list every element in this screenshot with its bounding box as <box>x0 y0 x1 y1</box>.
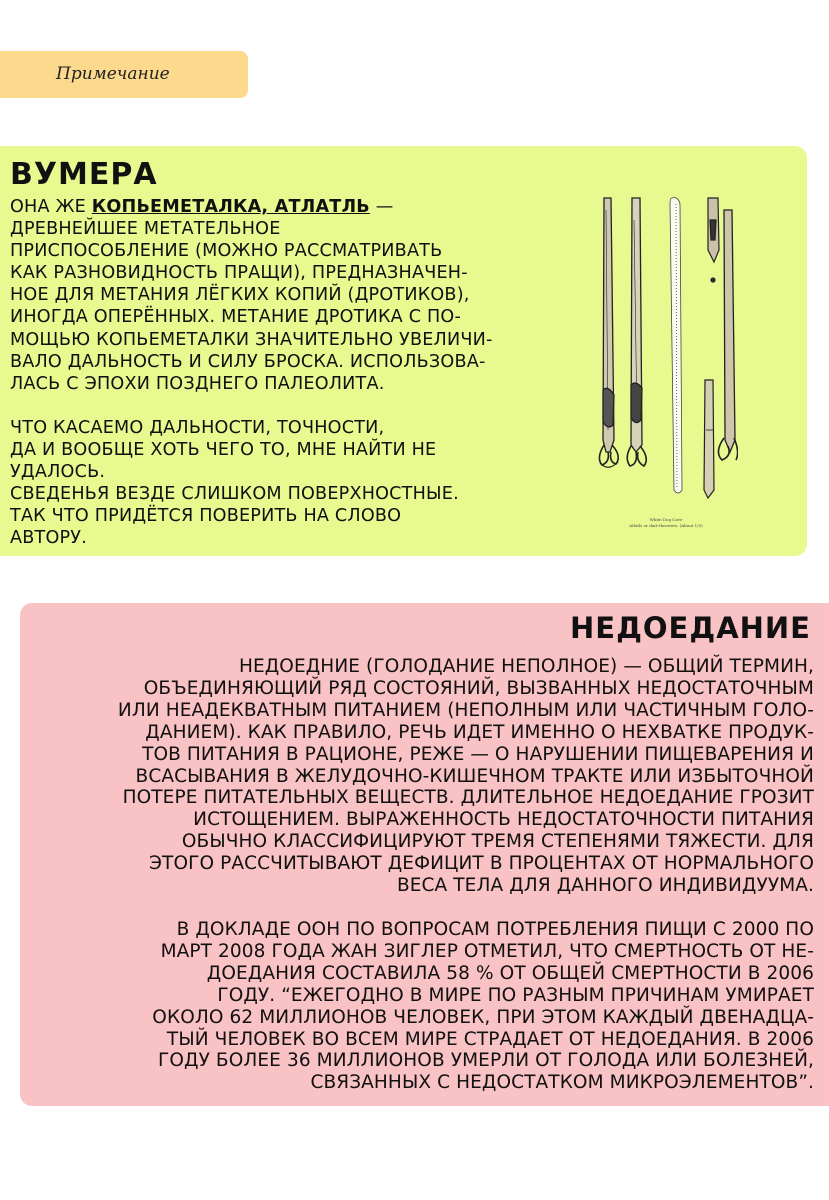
figure-caption-title: White Dog Cave <box>649 517 683 522</box>
atlatl-illustration <box>590 190 738 530</box>
atlatl-point <box>708 198 719 282</box>
woomera-text <box>10 196 585 549</box>
woomera-paragraph-2: ЧТО КАСАЕМО ДАЛЬНОСТИ, ТОЧНОСТИ, ДА И ВООБЩЕ ХОТЬ ЧЕГО ТО, МНЕ НАЙТИ НЕ УДАЛОСЬ. СВЕДЕНЬЯ ВЕЗДЕ СЛИШКОМ ПОВЕРХНОСТНЫЕ. ТАК ЧТО ПРИДЁТСЯ ПОВЕРИТЬ НА СЛОВО АВТОРУ. <box>10 417 459 549</box>
atlatl-stick-3 <box>670 198 682 493</box>
woomera-paragraph-1 <box>10 196 585 395</box>
intro-rest: — ДРЕВНЕЙШЕЕ МЕТАТЕЛЬНОЕ ПРИСПОСОБЛЕНИЕ (МОЖНО РАССМАТРИВАТЬ КАК РАЗНОВИДНОСТЬ ПРАЩИ), ПРЕДНАЗНАЧЕН- НОЕ ДЛЯ МЕТАНИЯ ЛЁГКИХ КОПИЙ (ДРОТИКОВ), ИНОГДА ОПЕРЁННЫХ. МЕТАНИЕ ДРОТИКА С ПО- МОЩЬЮ КОПЬЕМЕТАЛКИ ЗНАЧИТЕЛЬНО УВЕЛИЧИ- ВАЛО ДАЛЬНОСТЬ И СИЛУ БРОСКА. ИСПОЛЬЗОВА- ЛАСЬ С ЭПОХИ ПОЗДНЕГО ПАЛЕОЛИТА. <box>10 197 493 394</box>
malnutrition-title: НЕДОЕДАНИЕ <box>570 611 811 645</box>
malnutrition-text <box>26 656 814 1094</box>
intro-prefix: ОНА ЖЕ <box>10 197 92 217</box>
atlatl-stick-5 <box>704 380 714 498</box>
atlatl-stick-6 <box>718 210 737 460</box>
intro-term: КОПЬЕМЕТАЛКА, АТЛАТЛЬ <box>91 197 370 217</box>
malnutrition-paragraph-1: НЕДОЕДНИЕ (ГОЛОДАНИЕ НЕПОЛНОЕ) — ОБЩИЙ ТЕРМИН, ОБЪЕДИНЯЮЩИЙ РЯД СОСТОЯНИЙ, ВЫЗВАННЫХ НЕДОСТАТОЧНЫМ ИЛИ НЕАДЕКВАТНЫМ ПИТАНИЕМ (НЕПОЛНЫМ ИЛИ ЧАСТИЧНЫМ ГОЛО- ДАНИЕМ). КАК ПРАВИЛО, РЕЧЬ ИДЕТ ИМЕННО О НЕХВАТКЕ ПРОДУК- ТОВ ПИТАНИЯ В РАЦИОНЕ, РЕЖЕ — О НАРУШЕНИИ ПИЩЕВАРЕНИЯ И ВСАСЫВАНИЯ В ЖЕЛУДОЧНО-КИШЕЧНОМ ТРАКТЕ ИЛИ ИЗБЫТОЧНОЙ ПОТЕРЕ ПИТАТЕЛЬНЫХ ВЕЩЕСТВ. ДЛИТЕЛЬНОЕ НЕДОЕДАНИЕ ГРОЗИТ ИСТОЩЕНИЕМ. ВЫРАЖЕННОСТЬ НЕДОСТАТОЧНОСТИ ПИТАНИЯ ОБЫЧНО КЛАССИФИЦИРУЮТ ТРЕМЯ СТЕПЕНЯМИ ТЯЖЕСТИ. ДЛЯ ЭТОГО РАССЧИТЫВАЮТ ДЕФИЦИТ В ПРОЦЕНТАХ ОТ НОРМАЛЬНОГО ВЕСА ТЕЛА ДЛЯ ДАННОГО ИНДИВИДУУМА. <box>117 656 814 897</box>
malnutrition-paragraph-2: В ДОКЛАДЕ ООН ПО ВОПРОСАМ ПОТРЕБЛЕНИЯ ПИЩИ С 2000 ПО МАРТ 2008 ГОДА ЖАН ЗИГЛЕР ОТМЕТИЛ, ЧТО СМЕРТНОСТЬ ОТ НЕ- ДОЕДАНИЯ СОСТАВИЛА 58 % ОТ ОБЩЕЙ СМЕРТНОСТИ В 2006 ГОДУ. “ЕЖЕГОДНО В МИРЕ ПО РАЗНЫМ ПРИЧИНАМ УМИРАЕТ ОКОЛО 62 МИЛЛИОНОВ ЧЕЛОВЕК, ПРИ ЭТОМ КАЖДЫЙ ДВЕНАДЦА- ТЫЙ ЧЕЛОВЕК ВО ВСЕМ МИРЕ СТРАДАЕТ ОТ НЕДОЕДАНИЯ. В 2006 ГОДУ БОЛЕЕ 36 МИЛЛИОНОВ УМЕРЛИ ОТ ГОЛОДА ИЛИ БОЛЕЗНЕЙ, СВЯЗАННЫХ С НЕДОСТАТКОМ МИКРОЭЛЕМЕНТОВ”. <box>152 918 814 1094</box>
woomera-title: ВУМЕРА <box>10 157 158 192</box>
figure-caption-text: Atlatls or dart-throwers. (About 1/5) <box>629 523 703 528</box>
note-tag-label: Примечание <box>56 64 170 84</box>
atlatl-stick-2 <box>627 198 646 466</box>
note-tag <box>0 51 248 98</box>
atlatl-stick-1 <box>599 198 618 467</box>
